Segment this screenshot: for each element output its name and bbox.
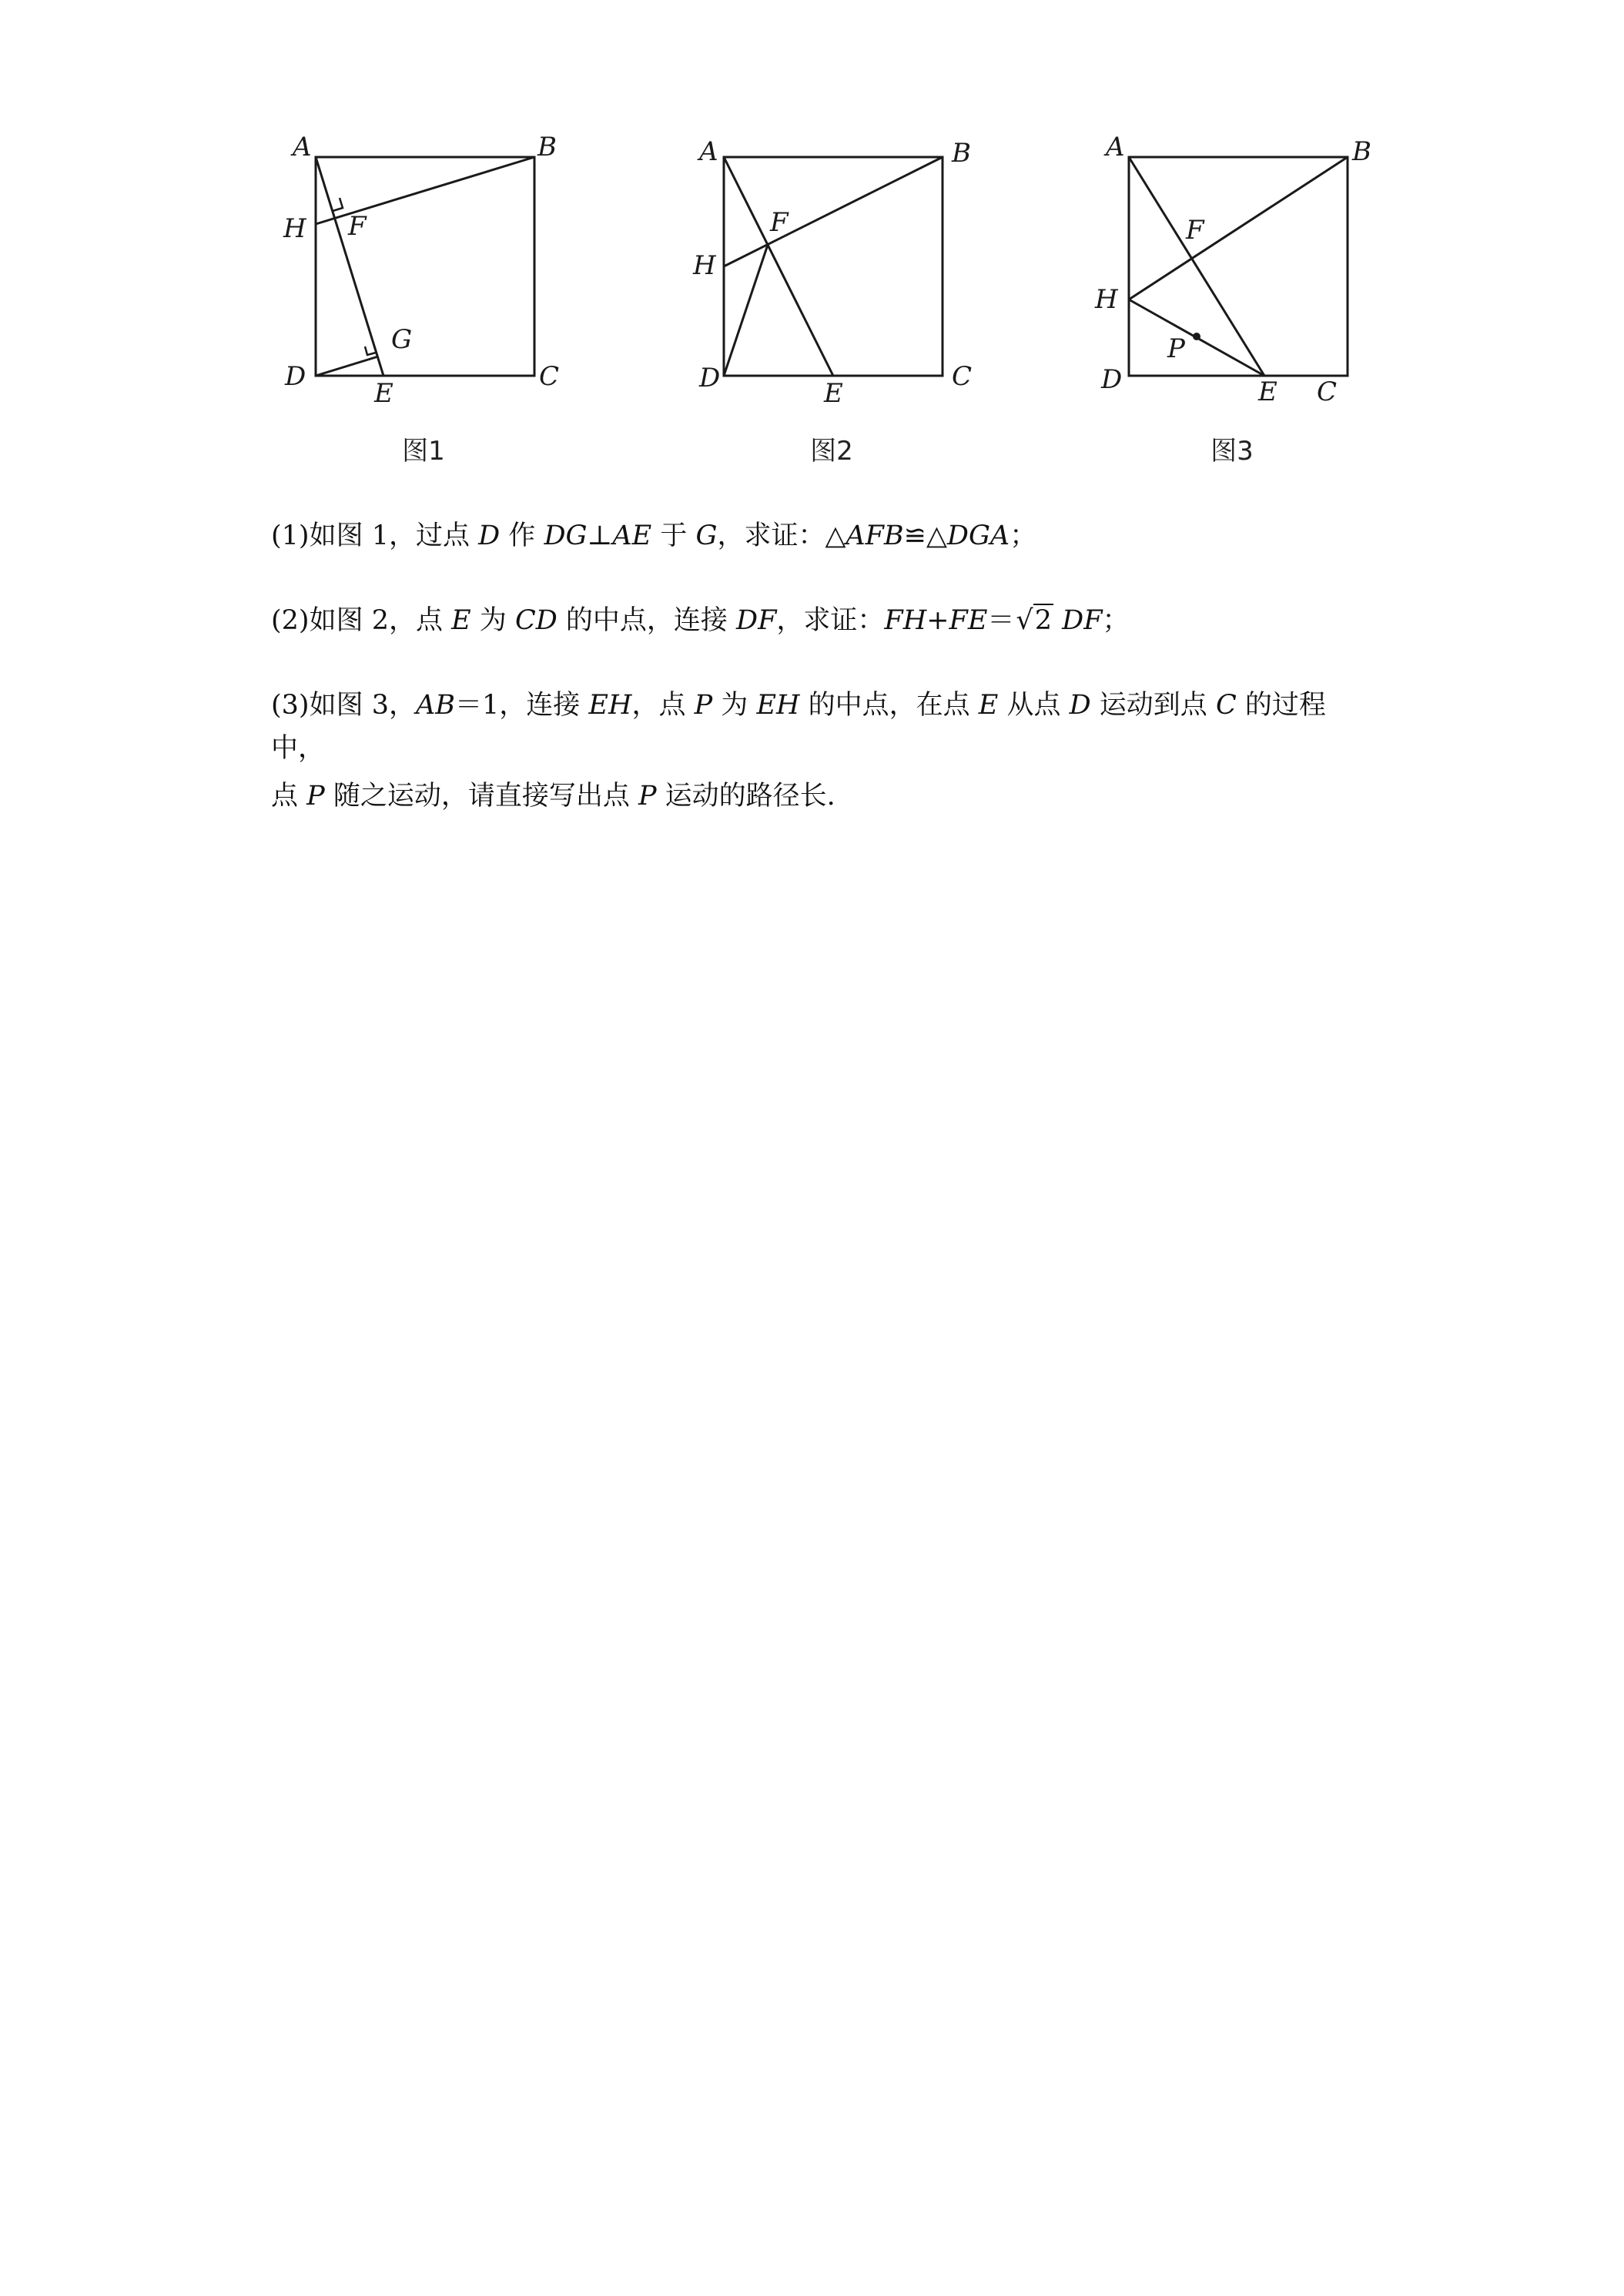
q1-point-d: D: [478, 520, 501, 551]
q1-segment-dg: DG: [544, 520, 588, 551]
q3-text: ，点: [631, 690, 695, 721]
q2-point-e: E: [451, 605, 471, 636]
label-b: B: [1352, 136, 1371, 167]
q3-text: 随之运动，请直接写出点: [324, 781, 638, 812]
q1-text: ；: [1010, 520, 1037, 551]
q3-point-e: E: [978, 690, 999, 721]
q3-point-p: P: [306, 781, 325, 812]
q1-perp-symbol: ⊥: [587, 520, 613, 551]
label-c: C: [1317, 377, 1338, 407]
square-abcd: [1129, 157, 1348, 376]
q2-text: (2)如图 2，点: [271, 605, 452, 636]
figure-3-diagram: [1086, 131, 1378, 407]
q3-segment-ab: AB: [415, 690, 455, 721]
label-f: F: [1186, 215, 1204, 246]
label-b: B: [952, 138, 971, 169]
right-angle-mark-f: [333, 198, 343, 211]
figure-2-diagram: [685, 131, 978, 409]
label-c: C: [952, 361, 973, 392]
square-abcd: [724, 157, 943, 376]
segment-ae: [316, 157, 383, 376]
q1-text: ，求证：△: [717, 520, 846, 551]
figure-3-caption: 图3: [1210, 436, 1254, 467]
label-h: H: [1095, 284, 1118, 315]
q3-text: 运动的路径长.: [656, 781, 835, 812]
q2-expression-right: DF: [1062, 605, 1103, 636]
figure-1-caption: 图1: [402, 436, 445, 467]
q2-text: 的中点，连接: [557, 605, 737, 636]
segment-ae: [724, 157, 833, 376]
label-e: E: [1258, 377, 1277, 407]
label-f: F: [770, 207, 789, 238]
q1-triangle-dga: DGA: [946, 520, 1010, 551]
q1-congruent-symbol: ≌△: [903, 520, 947, 551]
label-d: D: [285, 361, 306, 392]
radical-icon: √: [1016, 605, 1033, 636]
label-e: E: [374, 378, 393, 409]
label-a: A: [699, 136, 718, 167]
q1-text: 作: [500, 520, 544, 551]
figure-2-caption: 图2: [810, 436, 853, 467]
q2-radicand: 2: [1034, 605, 1052, 636]
q3-text: (3)如图 3，: [271, 690, 416, 721]
label-d: D: [699, 363, 721, 393]
label-g: G: [391, 324, 413, 355]
q2-segment-df: DF: [736, 605, 777, 636]
label-a: A: [1106, 132, 1125, 162]
label-d: D: [1101, 364, 1123, 395]
q2-text: 为: [470, 605, 515, 636]
q2-text: ；: [1102, 605, 1130, 636]
label-e: E: [824, 378, 843, 409]
q3-line-2: [271, 775, 1364, 818]
label-c: C: [539, 361, 560, 392]
q2-expression-left: FH+FE: [884, 605, 988, 636]
figure-3: [1086, 131, 1378, 470]
segment-bh: [724, 157, 943, 266]
q3-segment-eh: EH: [756, 690, 800, 721]
q1-triangle-afb: AFB: [845, 520, 904, 551]
q3-text: ＝1，连接: [454, 690, 589, 721]
question-2: [271, 599, 1364, 642]
segment-bh: [1129, 157, 1348, 300]
label-h: H: [693, 250, 716, 281]
q3-text: 运动到点: [1090, 690, 1216, 721]
label-b: B: [537, 132, 557, 162]
q3-point-d: D: [1069, 690, 1091, 721]
q2-segment-cd: CD: [514, 605, 558, 636]
label-f: F: [348, 211, 367, 242]
q3-text: 点: [271, 781, 307, 812]
label-p: P: [1167, 333, 1185, 364]
point-p: [1193, 333, 1200, 340]
q2-sqrt: [1014, 599, 1053, 642]
figure-2: [685, 131, 978, 470]
figure-1: [277, 131, 570, 470]
q2-equals: ＝: [987, 605, 1015, 636]
q3-text: 的中点，在点: [799, 690, 979, 721]
segment-df: [724, 245, 768, 376]
q2-text: ，求证：: [776, 605, 885, 636]
figure-1-diagram: [277, 131, 570, 409]
q3-point-p: P: [638, 781, 657, 812]
q1-text: 于: [651, 520, 696, 551]
q3-point-c: C: [1215, 690, 1237, 721]
q1-point-g: G: [695, 520, 718, 551]
question-3: [271, 684, 1364, 818]
q3-point-p: P: [694, 690, 713, 721]
label-a: A: [293, 132, 312, 162]
q3-text: 的过程中，: [271, 690, 1326, 764]
q1-text: (1)如图 1，过点: [271, 520, 479, 551]
segment-ae: [1129, 157, 1264, 376]
question-1: [271, 514, 1364, 557]
q3-text: 从点: [998, 690, 1070, 721]
q1-segment-ae: AE: [612, 520, 652, 551]
segment-dg: [316, 356, 378, 376]
q3-text: 为: [712, 690, 757, 721]
label-h: H: [283, 213, 306, 244]
q3-line-1: [271, 684, 1364, 770]
q3-segment-eh: EH: [588, 690, 632, 721]
